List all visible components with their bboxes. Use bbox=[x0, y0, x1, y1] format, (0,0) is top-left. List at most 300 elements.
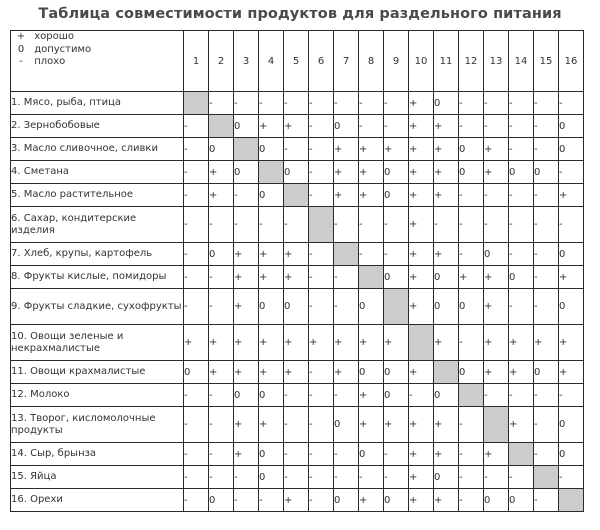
row-label: 16. Орехи bbox=[11, 489, 184, 512]
table-cell: + bbox=[534, 325, 559, 361]
table-cell: - bbox=[309, 466, 334, 489]
row-label: 8. Фрукты кислые, помидоры bbox=[11, 266, 184, 289]
table-cell: - bbox=[284, 138, 309, 161]
table-cell: - bbox=[184, 138, 209, 161]
diagonal-cell bbox=[284, 184, 309, 207]
table-cell: + bbox=[259, 325, 284, 361]
row-label: 1. Мясо, рыба, птица bbox=[11, 92, 184, 115]
table-cell: + bbox=[334, 138, 359, 161]
table-cell: 0 bbox=[559, 138, 584, 161]
table-cell: 0 bbox=[559, 443, 584, 466]
table-cell: + bbox=[409, 138, 434, 161]
table-cell: - bbox=[509, 243, 534, 266]
diagonal-cell bbox=[259, 161, 284, 184]
table-cell: - bbox=[534, 289, 559, 325]
table-cell: - bbox=[184, 243, 209, 266]
table-cell: - bbox=[534, 489, 559, 512]
table-cell: - bbox=[334, 384, 359, 407]
table-cell: 0 bbox=[234, 384, 259, 407]
table-row bbox=[11, 289, 584, 325]
table-cell: + bbox=[334, 161, 359, 184]
table-cell: + bbox=[484, 325, 509, 361]
table-cell: 0 bbox=[259, 466, 284, 489]
table-cell: - bbox=[359, 115, 384, 138]
table-cell: - bbox=[384, 243, 409, 266]
table-cell: - bbox=[459, 207, 484, 243]
row-label: 5. Масло растительное bbox=[11, 184, 184, 207]
legend bbox=[11, 31, 184, 92]
diagonal-cell bbox=[509, 443, 534, 466]
header-row bbox=[11, 31, 584, 92]
table-cell: - bbox=[334, 466, 359, 489]
table-cell: 0 bbox=[284, 289, 309, 325]
table-cell: - bbox=[209, 289, 234, 325]
table-cell: + bbox=[459, 266, 484, 289]
table-cell: + bbox=[334, 184, 359, 207]
table-cell: - bbox=[359, 207, 384, 243]
table-cell: 0 bbox=[209, 138, 234, 161]
table-cell: 0 bbox=[334, 115, 359, 138]
table-cell: 0 bbox=[234, 161, 259, 184]
table-cell: + bbox=[284, 489, 309, 512]
table-cell: - bbox=[459, 325, 484, 361]
table-cell: - bbox=[534, 384, 559, 407]
table-cell: 0 bbox=[459, 138, 484, 161]
table-cell: - bbox=[359, 92, 384, 115]
diagonal-cell bbox=[309, 207, 334, 243]
table-cell: - bbox=[259, 92, 284, 115]
table-cell: - bbox=[409, 384, 434, 407]
table-row bbox=[11, 489, 584, 512]
table-cell: - bbox=[384, 443, 409, 466]
table-cell: - bbox=[234, 466, 259, 489]
table-cell: + bbox=[434, 138, 459, 161]
table-cell: - bbox=[309, 243, 334, 266]
table-cell: - bbox=[284, 92, 309, 115]
table-cell: + bbox=[234, 325, 259, 361]
table-cell: - bbox=[209, 92, 234, 115]
table-cell: + bbox=[259, 407, 284, 443]
row-label: 11. Овощи крахмалистые bbox=[11, 361, 184, 384]
table-cell: 0 bbox=[234, 115, 259, 138]
table-cell: 0 bbox=[434, 266, 459, 289]
table-cell: - bbox=[284, 443, 309, 466]
table-cell: - bbox=[209, 266, 234, 289]
table-cell: - bbox=[184, 407, 209, 443]
table-cell: + bbox=[359, 325, 384, 361]
table-cell: + bbox=[409, 161, 434, 184]
table-cell: + bbox=[334, 361, 359, 384]
table-cell: - bbox=[334, 92, 359, 115]
diagonal-cell bbox=[234, 138, 259, 161]
table-cell: 0 bbox=[384, 361, 409, 384]
table-cell: - bbox=[234, 92, 259, 115]
table-cell: + bbox=[209, 161, 234, 184]
table-cell: 0 bbox=[359, 289, 384, 325]
table-cell: - bbox=[309, 266, 334, 289]
table-cell: - bbox=[284, 207, 309, 243]
table-cell: - bbox=[284, 466, 309, 489]
diagonal-cell bbox=[534, 466, 559, 489]
table-cell: + bbox=[384, 138, 409, 161]
legend-item: 0 допустимо bbox=[17, 43, 92, 55]
table-cell: + bbox=[309, 325, 334, 361]
table-cell: 0 bbox=[334, 407, 359, 443]
table-cell: - bbox=[534, 138, 559, 161]
table-cell: + bbox=[359, 161, 384, 184]
diagonal-cell bbox=[559, 489, 584, 512]
column-header: 4 bbox=[259, 31, 284, 92]
table-row bbox=[11, 243, 584, 266]
table-cell: 0 bbox=[209, 243, 234, 266]
table-cell: + bbox=[409, 289, 434, 325]
table-cell: - bbox=[209, 384, 234, 407]
table-cell: 0 bbox=[434, 466, 459, 489]
table-row bbox=[11, 384, 584, 407]
table-cell: - bbox=[384, 207, 409, 243]
table-cell: - bbox=[384, 92, 409, 115]
table-cell: + bbox=[484, 161, 509, 184]
table-cell: + bbox=[484, 266, 509, 289]
table-cell: - bbox=[309, 184, 334, 207]
table-cell: - bbox=[309, 407, 334, 443]
diagonal-cell bbox=[359, 266, 384, 289]
table-cell: - bbox=[184, 289, 209, 325]
table-cell: + bbox=[359, 384, 384, 407]
table-cell: 0 bbox=[384, 489, 409, 512]
table-cell: + bbox=[284, 361, 309, 384]
table-cell: + bbox=[284, 325, 309, 361]
diagonal-cell bbox=[459, 384, 484, 407]
table-cell: - bbox=[284, 384, 309, 407]
table-cell: - bbox=[509, 138, 534, 161]
table-cell: + bbox=[434, 184, 459, 207]
table-cell: + bbox=[409, 489, 434, 512]
table-row bbox=[11, 115, 584, 138]
column-header: 13 bbox=[484, 31, 509, 92]
column-header: 5 bbox=[284, 31, 309, 92]
table-cell: - bbox=[309, 384, 334, 407]
table-cell: - bbox=[534, 92, 559, 115]
table-cell: 0 bbox=[284, 161, 309, 184]
row-label: 3. Масло сливочное, сливки bbox=[11, 138, 184, 161]
table-cell: + bbox=[434, 489, 459, 512]
table-cell: - bbox=[184, 443, 209, 466]
table-cell: - bbox=[184, 184, 209, 207]
table-cell: 0 bbox=[459, 361, 484, 384]
table-cell: + bbox=[484, 361, 509, 384]
table-cell: + bbox=[434, 161, 459, 184]
table-row bbox=[11, 443, 584, 466]
table-cell: + bbox=[284, 266, 309, 289]
row-label: 6. Сахар, кондитерские изделия bbox=[11, 207, 184, 243]
table-cell: + bbox=[334, 325, 359, 361]
diagonal-cell bbox=[384, 289, 409, 325]
table-cell: + bbox=[259, 115, 284, 138]
table-cell: - bbox=[184, 161, 209, 184]
table-cell: - bbox=[309, 361, 334, 384]
table-cell: + bbox=[509, 361, 534, 384]
table-cell: 0 bbox=[484, 489, 509, 512]
table-cell: - bbox=[509, 115, 534, 138]
table-cell: - bbox=[509, 384, 534, 407]
table-cell: 0 bbox=[384, 384, 409, 407]
table-cell: - bbox=[459, 115, 484, 138]
table-cell: - bbox=[459, 243, 484, 266]
diagonal-cell bbox=[409, 325, 434, 361]
table-cell: + bbox=[484, 289, 509, 325]
table-row bbox=[11, 266, 584, 289]
table-cell: - bbox=[559, 466, 584, 489]
table-cell: + bbox=[209, 361, 234, 384]
table-cell: + bbox=[559, 325, 584, 361]
table-cell: 0 bbox=[509, 266, 534, 289]
row-label: 12. Молоко bbox=[11, 384, 184, 407]
table-cell: - bbox=[459, 92, 484, 115]
table-cell: + bbox=[234, 443, 259, 466]
column-header: 6 bbox=[309, 31, 334, 92]
table-cell: - bbox=[209, 407, 234, 443]
legend-item: + хорошо bbox=[16, 31, 74, 42]
diagonal-cell bbox=[334, 243, 359, 266]
table-cell: - bbox=[459, 443, 484, 466]
table-row bbox=[11, 161, 584, 184]
table-cell: 0 bbox=[434, 384, 459, 407]
table-cell: + bbox=[209, 325, 234, 361]
table-cell: - bbox=[459, 407, 484, 443]
table-cell: + bbox=[384, 407, 409, 443]
table-cell: + bbox=[509, 407, 534, 443]
legend-item: - плохо bbox=[19, 56, 66, 67]
table-cell: + bbox=[409, 443, 434, 466]
row-label: 4. Сметана bbox=[11, 161, 184, 184]
table-cell: + bbox=[409, 207, 434, 243]
table-cell: + bbox=[434, 443, 459, 466]
table-cell: + bbox=[359, 489, 384, 512]
diagonal-cell bbox=[484, 407, 509, 443]
row-label: 15. Яйца bbox=[11, 466, 184, 489]
table-cell: 0 bbox=[359, 443, 384, 466]
table-cell: 0 bbox=[434, 92, 459, 115]
table-cell: + bbox=[409, 266, 434, 289]
table-cell: - bbox=[509, 466, 534, 489]
table-cell: + bbox=[234, 289, 259, 325]
table-cell: - bbox=[309, 92, 334, 115]
table-cell: 0 bbox=[184, 361, 209, 384]
table-cell: - bbox=[284, 407, 309, 443]
table-cell: + bbox=[559, 361, 584, 384]
table-cell: + bbox=[234, 266, 259, 289]
table-cell: + bbox=[359, 407, 384, 443]
table-cell: + bbox=[409, 407, 434, 443]
column-header: 11 bbox=[434, 31, 459, 92]
table-cell: + bbox=[409, 115, 434, 138]
table-cell: 0 bbox=[559, 289, 584, 325]
table-cell: + bbox=[234, 243, 259, 266]
table-cell: - bbox=[209, 443, 234, 466]
table-cell: - bbox=[484, 207, 509, 243]
table-cell: - bbox=[259, 489, 284, 512]
table-cell: - bbox=[309, 161, 334, 184]
table-cell: + bbox=[409, 466, 434, 489]
table-cell: - bbox=[359, 243, 384, 266]
diagonal-cell bbox=[209, 115, 234, 138]
table-cell: + bbox=[484, 138, 509, 161]
table-cell: 0 bbox=[259, 184, 284, 207]
table-cell: - bbox=[459, 466, 484, 489]
table-cell: - bbox=[534, 407, 559, 443]
table-cell: 0 bbox=[559, 115, 584, 138]
table-cell: 0 bbox=[259, 289, 284, 325]
table-cell: 0 bbox=[359, 361, 384, 384]
table-cell: + bbox=[434, 115, 459, 138]
table-cell: + bbox=[184, 325, 209, 361]
table-cell: 0 bbox=[484, 243, 509, 266]
table-cell: + bbox=[359, 138, 384, 161]
column-header: 15 bbox=[534, 31, 559, 92]
table-cell: - bbox=[534, 266, 559, 289]
table-cell: - bbox=[234, 207, 259, 243]
table-cell: - bbox=[234, 489, 259, 512]
table-cell: 0 bbox=[384, 266, 409, 289]
table-cell: - bbox=[534, 443, 559, 466]
table-cell: - bbox=[334, 266, 359, 289]
table-cell: 0 bbox=[509, 161, 534, 184]
table-cell: 0 bbox=[384, 184, 409, 207]
table-cell: 0 bbox=[534, 361, 559, 384]
row-label: 13. Творог, кисломолочные продукты bbox=[11, 407, 184, 443]
table-cell: + bbox=[209, 184, 234, 207]
column-header: 2 bbox=[209, 31, 234, 92]
table-cell: - bbox=[509, 92, 534, 115]
table-cell: - bbox=[384, 466, 409, 489]
column-header: 10 bbox=[409, 31, 434, 92]
table-cell: 0 bbox=[259, 443, 284, 466]
table-cell: + bbox=[359, 184, 384, 207]
table-cell: - bbox=[309, 489, 334, 512]
table-cell: - bbox=[534, 115, 559, 138]
table-cell: 0 bbox=[459, 289, 484, 325]
table-cell: - bbox=[184, 384, 209, 407]
table-cell: + bbox=[434, 325, 459, 361]
table-cell: + bbox=[384, 325, 409, 361]
table-cell: 0 bbox=[459, 161, 484, 184]
row-label: 10. Овощи зеленые и некрахмалистые bbox=[11, 325, 184, 361]
table-cell: 0 bbox=[509, 489, 534, 512]
table-cell: - bbox=[184, 115, 209, 138]
table-cell: - bbox=[509, 289, 534, 325]
table-cell: + bbox=[409, 243, 434, 266]
diagonal-cell bbox=[434, 361, 459, 384]
table-cell: - bbox=[484, 184, 509, 207]
table-cell: 0 bbox=[209, 489, 234, 512]
column-header: 12 bbox=[459, 31, 484, 92]
table-cell: - bbox=[534, 184, 559, 207]
table-cell: - bbox=[459, 184, 484, 207]
table-cell: + bbox=[284, 115, 309, 138]
table-cell: - bbox=[434, 207, 459, 243]
compatibility-table bbox=[10, 30, 584, 512]
table-cell: - bbox=[384, 115, 409, 138]
table-cell: - bbox=[359, 466, 384, 489]
table-cell: - bbox=[559, 161, 584, 184]
table-row bbox=[11, 138, 584, 161]
table-cell: - bbox=[309, 443, 334, 466]
column-header: 3 bbox=[234, 31, 259, 92]
table-cell: 0 bbox=[434, 289, 459, 325]
column-header: 1 bbox=[184, 31, 209, 92]
table-cell: + bbox=[284, 243, 309, 266]
table-cell: - bbox=[334, 207, 359, 243]
table-cell: - bbox=[484, 466, 509, 489]
row-label: 14. Сыр, брынза bbox=[11, 443, 184, 466]
column-header: 8 bbox=[359, 31, 384, 92]
table-cell: - bbox=[559, 207, 584, 243]
table-cell: - bbox=[209, 466, 234, 489]
page-title: Таблица совместимости продуктов для раздельного питания bbox=[38, 6, 562, 22]
table-cell: - bbox=[484, 115, 509, 138]
table-cell: - bbox=[184, 207, 209, 243]
table-cell: + bbox=[409, 361, 434, 384]
row-label: 2. Зернобобовые bbox=[11, 115, 184, 138]
table-cell: + bbox=[234, 407, 259, 443]
table-cell: 0 bbox=[534, 161, 559, 184]
table-cell: - bbox=[559, 384, 584, 407]
table-cell: - bbox=[309, 138, 334, 161]
table-cell: 0 bbox=[259, 138, 284, 161]
table-cell: - bbox=[534, 243, 559, 266]
table-row bbox=[11, 207, 584, 243]
table-cell: + bbox=[559, 184, 584, 207]
column-header: 16 bbox=[559, 31, 584, 92]
column-header: 9 bbox=[384, 31, 409, 92]
table-cell: + bbox=[234, 361, 259, 384]
column-header: 14 bbox=[509, 31, 534, 92]
row-label: 7. Хлеб, крупы, картофель bbox=[11, 243, 184, 266]
table-cell: - bbox=[184, 466, 209, 489]
table-cell: - bbox=[509, 184, 534, 207]
table-cell: + bbox=[559, 266, 584, 289]
table-cell: - bbox=[484, 384, 509, 407]
table-cell: + bbox=[409, 92, 434, 115]
row-label: 9. Фрукты сладкие, сухофрукты bbox=[11, 289, 184, 325]
table-cell: + bbox=[434, 243, 459, 266]
table-cell: - bbox=[334, 289, 359, 325]
table-cell: - bbox=[309, 289, 334, 325]
table-cell: + bbox=[259, 266, 284, 289]
table-row bbox=[11, 325, 584, 361]
column-header: 7 bbox=[334, 31, 359, 92]
table-cell: - bbox=[309, 115, 334, 138]
table-row bbox=[11, 92, 584, 115]
table-cell: + bbox=[434, 407, 459, 443]
table-row bbox=[11, 184, 584, 207]
table-cell: - bbox=[234, 184, 259, 207]
table-row bbox=[11, 361, 584, 384]
table-cell: + bbox=[509, 325, 534, 361]
diagonal-cell bbox=[184, 92, 209, 115]
table-cell: 0 bbox=[559, 407, 584, 443]
table-cell: - bbox=[334, 443, 359, 466]
table-row bbox=[11, 466, 584, 489]
table-row bbox=[11, 407, 584, 443]
table-cell: - bbox=[559, 92, 584, 115]
table-cell: + bbox=[409, 184, 434, 207]
table-cell: - bbox=[534, 207, 559, 243]
table-cell: 0 bbox=[384, 161, 409, 184]
table-cell: + bbox=[259, 361, 284, 384]
table-cell: - bbox=[259, 207, 284, 243]
